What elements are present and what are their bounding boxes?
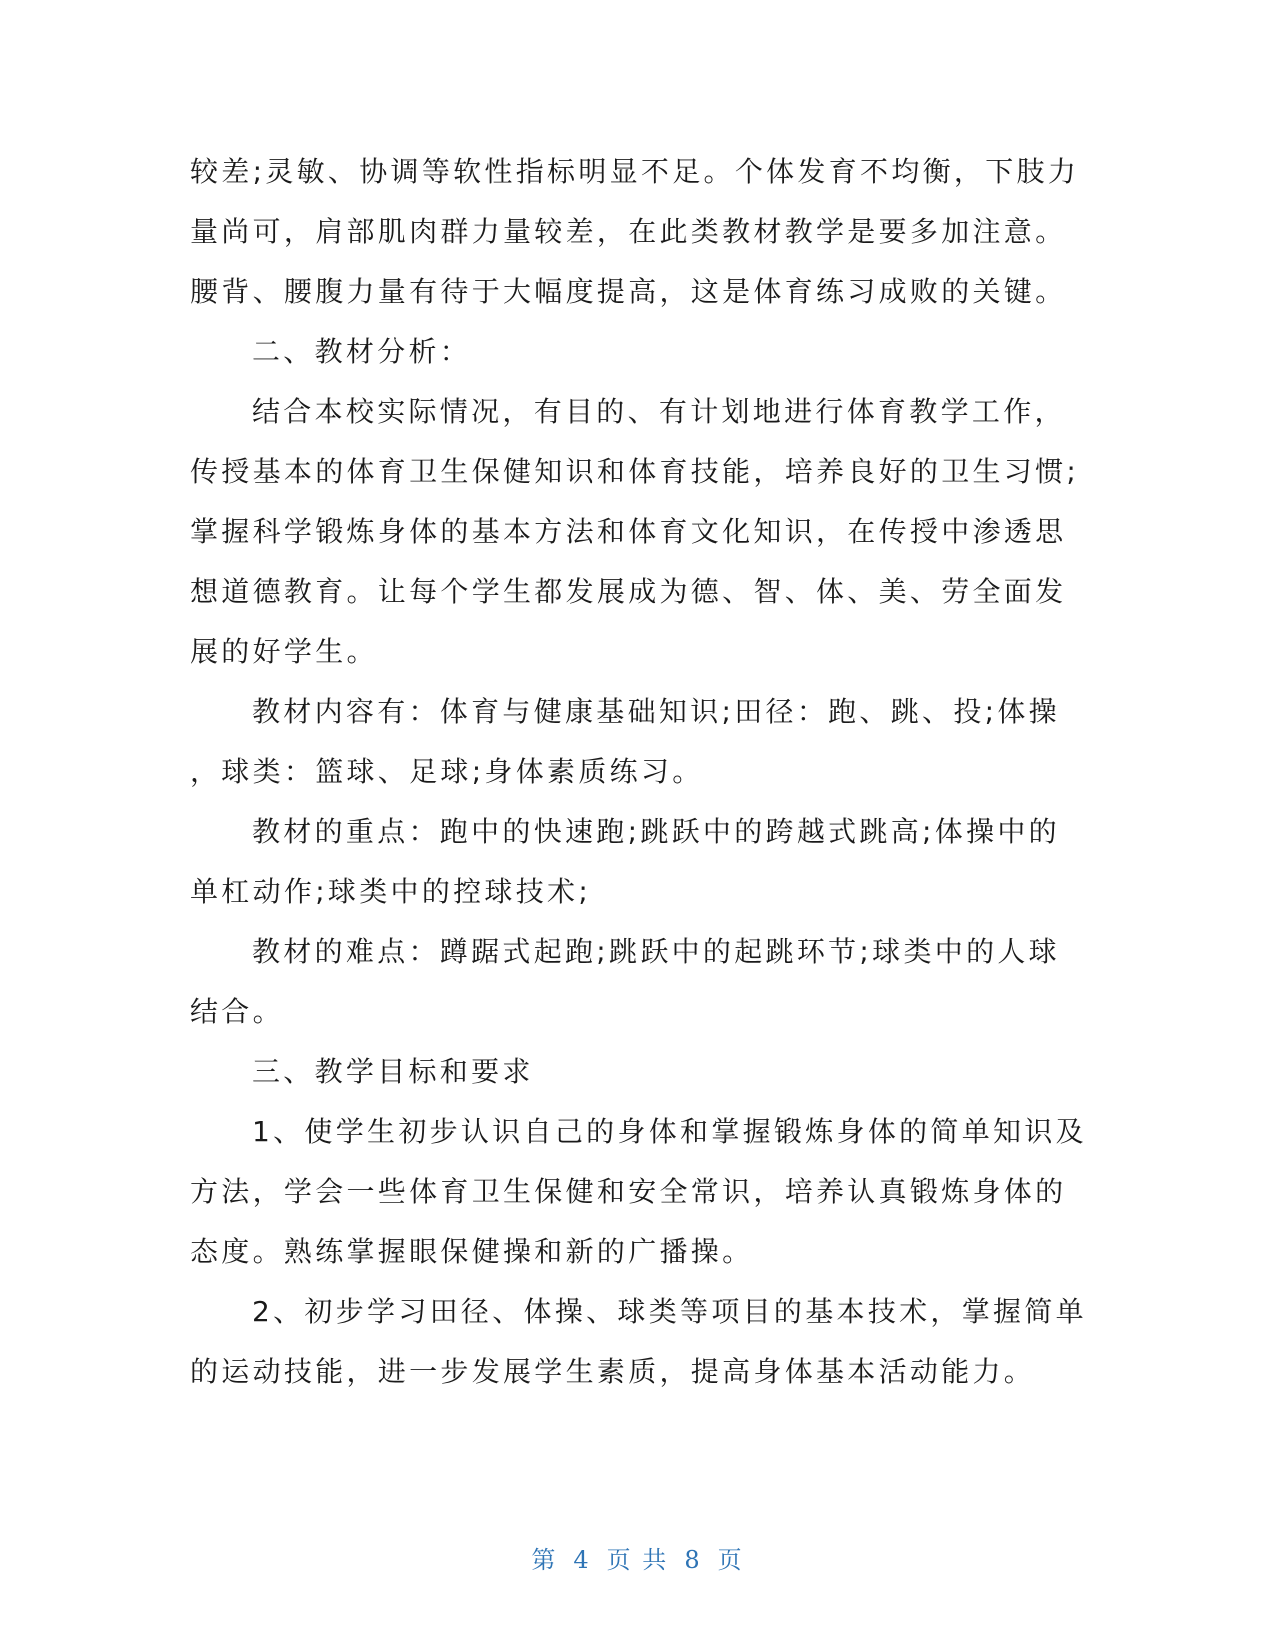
footer-current-page: 4 [573,1546,591,1574]
body-line-13: 单杠动作;球类中的控球技术; [190,875,592,908]
body-line-18: 方法，学会一些体育卫生保健和安全常识，培养认真锻炼身体的 [190,1175,1067,1208]
body-line-2: 量尚可，肩部肌肉群力量较差，在此类教材教学是要多加注意。 [190,215,1067,248]
footer-total-pages: 8 [684,1546,702,1574]
document-body [190,142,1085,1402]
body-line-5: 结合本校实际情况，有目的、有计划地进行体育教学工作， [252,395,1066,428]
body-line-10: 教材内容有：体育与健康基础知识;田径：跑、跳、投;体操 [252,695,1060,728]
body-line-6: 传授基本的体育卫生保健知识和体育技能，培养良好的卫生习惯; [190,455,1080,488]
footer-prefix: 第 [531,1546,558,1574]
body-line-8: 想道德教育。让每个学生都发展成为德、智、体、美、劳全面发 [190,575,1067,608]
body-line-19: 态度。熟练掌握眼保健操和新的广播操。 [190,1235,754,1268]
section-heading-goals: 三、教学目标和要求 [252,1055,534,1088]
body-line-15: 结合。 [190,995,284,1028]
body-line-21: 的运动技能，进一步发展学生素质，提高身体基本活动能力。 [190,1355,1036,1388]
section-heading-textbook-analysis: 二、教材分析： [252,335,472,368]
page-footer [0,1540,1275,1575]
body-line-17: 1、使学生初步认识自己的身体和掌握锻炼身体的简单知识及 [252,1115,1087,1148]
body-line-7: 掌握科学锻炼身体的基本方法和体育文化知识，在传授中渗透思 [190,515,1067,548]
body-line-9: 展的好学生。 [190,635,378,668]
body-line-3: 腰背、腰腹力量有待于大幅度提高，这是体育练习成败的关键。 [190,275,1067,308]
body-line-12: 教材的重点：跑中的快速跑;跳跃中的跨越式跳高;体操中的 [252,815,1060,848]
footer-suffix: 页 [717,1546,744,1574]
body-line-14: 教材的难点：蹲踞式起跑;跳跃中的起跳环节;球类中的人球 [252,935,1060,968]
body-line-1: 较差;灵敏、协调等软性指标明显不足。个体发育不均衡，下肢力 [190,155,1080,188]
footer-middle: 页 共 [606,1546,669,1574]
body-line-20: 2、初步学习田径、体操、球类等项目的基本技术，掌握简单 [252,1295,1087,1328]
body-line-11: ，球类：篮球、足球;身体素质练习。 [190,755,704,788]
